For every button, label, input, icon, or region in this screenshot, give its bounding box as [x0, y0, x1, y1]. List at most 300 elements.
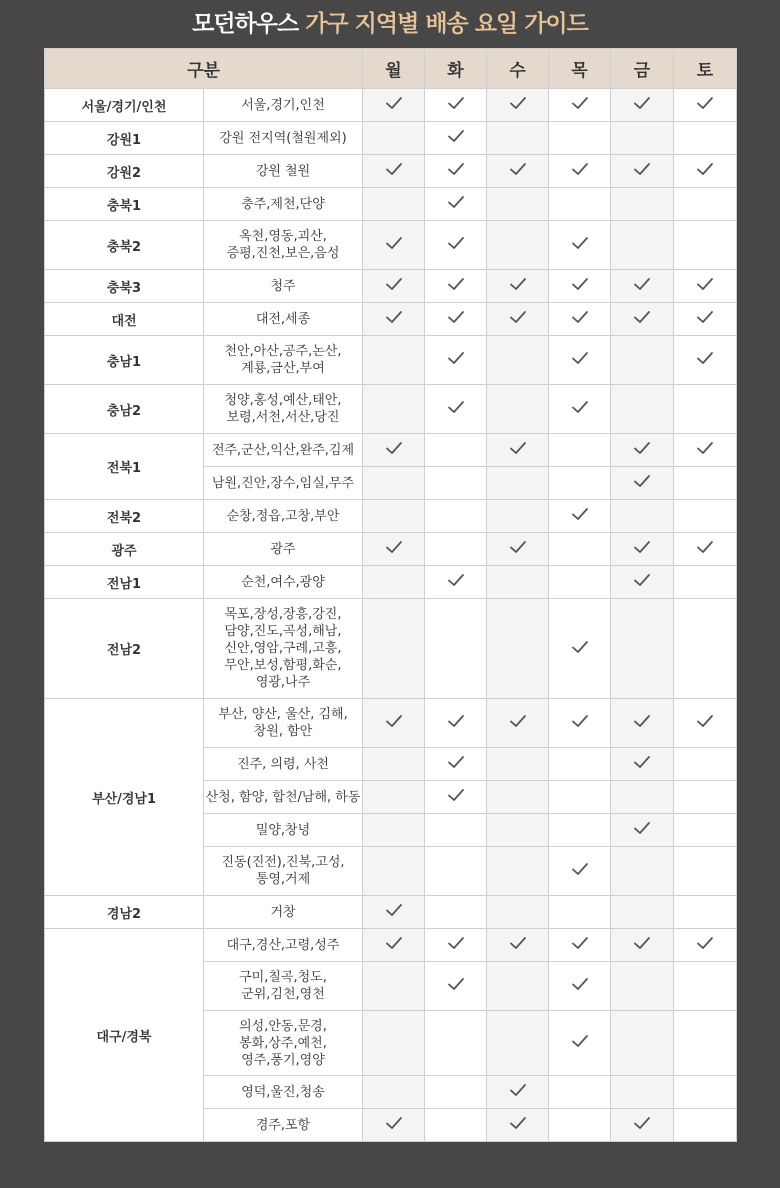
checkmark-icon	[632, 1115, 652, 1131]
area-cell: 목포,장성,장흥,강진, 담양,진도,곡성,해남, 신안,영암,구례,고흥, 무안,보성,함평,화순, 영광,나주	[204, 599, 363, 699]
day-cell	[363, 434, 425, 467]
day-cell	[611, 303, 674, 336]
day-cell	[674, 896, 737, 929]
region-cell: 전남2	[45, 599, 204, 699]
day-cell	[425, 385, 487, 434]
checkmark-icon	[384, 95, 404, 111]
day-cell	[674, 122, 737, 155]
day-cell	[549, 500, 611, 533]
area-cell: 순천,여수,광양	[204, 566, 363, 599]
checkmark-icon	[570, 976, 590, 992]
checkmark-icon	[446, 399, 466, 415]
day-cell	[425, 599, 487, 699]
day-cell	[674, 336, 737, 385]
day-cell	[611, 748, 674, 781]
day-cell	[487, 270, 549, 303]
checkmark-icon	[632, 935, 652, 951]
area-cell: 충주,제천,단양	[204, 188, 363, 221]
checkmark-icon	[446, 95, 466, 111]
day-cell	[363, 89, 425, 122]
checkmark-icon	[446, 309, 466, 325]
day-cell	[363, 467, 425, 500]
checkmark-icon	[446, 935, 466, 951]
day-cell	[363, 500, 425, 533]
checkmark-icon	[384, 235, 404, 251]
day-cell	[425, 533, 487, 566]
region-cell: 강원2	[45, 155, 204, 188]
day-cell	[549, 748, 611, 781]
day-cell	[363, 599, 425, 699]
checkmark-icon	[570, 713, 590, 729]
day-cell	[487, 748, 549, 781]
day-cell	[549, 599, 611, 699]
table-body	[45, 89, 737, 1142]
day-cell	[611, 781, 674, 814]
checkmark-icon	[508, 309, 528, 325]
day-cell	[611, 467, 674, 500]
day-cell	[674, 814, 737, 847]
day-cell	[425, 781, 487, 814]
day-cell	[549, 434, 611, 467]
day-cell	[611, 89, 674, 122]
region-cell: 충북3	[45, 270, 204, 303]
day-cell	[425, 434, 487, 467]
checkmark-icon	[446, 713, 466, 729]
day-cell	[425, 467, 487, 500]
checkmark-icon	[570, 309, 590, 325]
page-title	[0, 8, 780, 40]
day-cell	[363, 1011, 425, 1076]
day-cell	[363, 814, 425, 847]
area-cell: 밀양,창녕	[204, 814, 363, 847]
region-cell: 충남2	[45, 385, 204, 434]
day-cell	[487, 336, 549, 385]
day-cell	[549, 89, 611, 122]
day-cell	[363, 188, 425, 221]
region-cell: 전북1	[45, 434, 204, 500]
day-cell	[611, 1109, 674, 1142]
checkmark-icon	[384, 276, 404, 292]
title-main: 모던하우스	[192, 11, 299, 37]
checkmark-icon	[508, 161, 528, 177]
day-cell	[425, 303, 487, 336]
day-cell	[487, 1011, 549, 1076]
day-cell	[363, 336, 425, 385]
header-day-fri: 금	[611, 49, 674, 89]
day-cell	[425, 748, 487, 781]
day-cell	[425, 1011, 487, 1076]
day-cell	[549, 1076, 611, 1109]
checkmark-icon	[695, 276, 715, 292]
area-cell: 옥천,영동,괴산, 증평,진천,보은,음성	[204, 221, 363, 270]
table-row	[45, 896, 737, 929]
checkmark-icon	[570, 861, 590, 877]
day-cell	[487, 929, 549, 962]
table-row	[45, 599, 737, 699]
header-day-wed: 수	[487, 49, 549, 89]
table-row	[45, 385, 737, 434]
day-cell	[611, 122, 674, 155]
checkmark-icon	[570, 506, 590, 522]
region-cell: 부산/경남1	[45, 699, 204, 896]
day-cell	[611, 336, 674, 385]
day-cell	[487, 566, 549, 599]
day-cell	[487, 814, 549, 847]
day-cell	[487, 533, 549, 566]
area-cell: 순창,정읍,고창,부안	[204, 500, 363, 533]
day-cell	[674, 1076, 737, 1109]
table-row	[45, 566, 737, 599]
checkmark-icon	[570, 935, 590, 951]
area-cell: 남원,진안,장수,임실,무주	[204, 467, 363, 500]
area-cell: 진주, 의령, 사천	[204, 748, 363, 781]
day-cell	[674, 533, 737, 566]
day-cell	[425, 188, 487, 221]
checkmark-icon	[446, 194, 466, 210]
checkmark-icon	[446, 572, 466, 588]
day-cell	[487, 500, 549, 533]
area-cell: 영덕,울진,청송	[204, 1076, 363, 1109]
day-cell	[674, 467, 737, 500]
day-cell	[611, 500, 674, 533]
checkmark-icon	[570, 639, 590, 655]
checkmark-icon	[695, 713, 715, 729]
day-cell	[611, 814, 674, 847]
region-cell: 광주	[45, 533, 204, 566]
day-cell	[549, 814, 611, 847]
day-cell	[611, 929, 674, 962]
day-cell	[674, 1011, 737, 1076]
day-cell	[363, 1109, 425, 1142]
area-cell: 구미,칠곡,청도, 군위,김천,영천	[204, 962, 363, 1011]
day-cell	[363, 385, 425, 434]
day-cell	[611, 847, 674, 896]
day-cell	[674, 434, 737, 467]
area-cell: 천안,아산,공주,논산, 계룡,금산,부여	[204, 336, 363, 385]
day-cell	[611, 566, 674, 599]
day-cell	[549, 533, 611, 566]
area-cell: 진동(진전),진북,고성, 통영,거제	[204, 847, 363, 896]
day-cell	[674, 500, 737, 533]
day-cell	[487, 599, 549, 699]
day-cell	[363, 303, 425, 336]
table-row	[45, 336, 737, 385]
day-cell	[549, 1011, 611, 1076]
checkmark-icon	[570, 235, 590, 251]
day-cell	[611, 221, 674, 270]
day-cell	[549, 781, 611, 814]
checkmark-icon	[632, 539, 652, 555]
area-cell: 산청, 함양, 합천/남해, 하동	[204, 781, 363, 814]
day-cell	[425, 155, 487, 188]
day-cell	[487, 467, 549, 500]
day-cell	[611, 270, 674, 303]
day-cell	[487, 699, 549, 748]
header-day-tue: 화	[425, 49, 487, 89]
checkmark-icon	[695, 935, 715, 951]
area-cell: 대전,세종	[204, 303, 363, 336]
checkmark-icon	[384, 161, 404, 177]
checkmark-icon	[446, 161, 466, 177]
day-cell	[549, 188, 611, 221]
day-cell	[549, 155, 611, 188]
day-cell	[487, 896, 549, 929]
header-day-mon: 월	[363, 49, 425, 89]
checkmark-icon	[632, 820, 652, 836]
day-cell	[611, 155, 674, 188]
day-cell	[611, 533, 674, 566]
day-cell	[363, 781, 425, 814]
table-row	[45, 122, 737, 155]
checkmark-icon	[570, 276, 590, 292]
checkmark-icon	[695, 309, 715, 325]
checkmark-icon	[384, 902, 404, 918]
table-row	[45, 533, 737, 566]
area-cell: 서울,경기,인천	[204, 89, 363, 122]
checkmark-icon	[508, 276, 528, 292]
checkmark-icon	[695, 539, 715, 555]
day-cell	[549, 303, 611, 336]
checkmark-icon	[632, 276, 652, 292]
day-cell	[425, 221, 487, 270]
checkmark-icon	[632, 572, 652, 588]
table-row	[45, 929, 737, 962]
table-row	[45, 188, 737, 221]
day-cell	[611, 1011, 674, 1076]
checkmark-icon	[508, 713, 528, 729]
region-cell: 대전	[45, 303, 204, 336]
day-cell	[611, 896, 674, 929]
area-cell: 광주	[204, 533, 363, 566]
checkmark-icon	[446, 350, 466, 366]
day-cell	[425, 1109, 487, 1142]
region-cell: 경남2	[45, 896, 204, 929]
region-cell: 충북2	[45, 221, 204, 270]
day-cell	[487, 781, 549, 814]
day-cell	[487, 122, 549, 155]
region-cell: 전남1	[45, 566, 204, 599]
region-cell: 충북1	[45, 188, 204, 221]
header-day-sat: 토	[674, 49, 737, 89]
day-cell	[363, 929, 425, 962]
day-cell	[425, 1076, 487, 1109]
day-cell	[674, 781, 737, 814]
checkmark-icon	[384, 539, 404, 555]
region-cell: 대구/경북	[45, 929, 204, 1142]
table-row	[45, 434, 737, 467]
checkmark-icon	[632, 95, 652, 111]
checkmark-icon	[508, 1082, 528, 1098]
checkmark-icon	[632, 473, 652, 489]
checkmark-icon	[632, 713, 652, 729]
delivery-schedule-table	[44, 48, 737, 1142]
day-cell	[425, 122, 487, 155]
checkmark-icon	[446, 128, 466, 144]
checkmark-icon	[446, 976, 466, 992]
checkmark-icon	[632, 309, 652, 325]
day-cell	[674, 962, 737, 1011]
checkmark-icon	[695, 440, 715, 456]
day-cell	[425, 89, 487, 122]
table-row	[45, 221, 737, 270]
day-cell	[363, 896, 425, 929]
day-cell	[425, 929, 487, 962]
title-accent: 가구 지역별 배송 요일 가이드	[305, 11, 588, 37]
checkmark-icon	[384, 309, 404, 325]
day-cell	[487, 1076, 549, 1109]
checkmark-icon	[632, 754, 652, 770]
region-cell: 강원1	[45, 122, 204, 155]
day-cell	[549, 221, 611, 270]
day-cell	[487, 188, 549, 221]
checkmark-icon	[632, 440, 652, 456]
area-cell: 의성,안동,문경, 봉화,상주,예천, 영주,풍기,영양	[204, 1011, 363, 1076]
area-cell: 청양,홍성,예산,태안, 보령,서천,서산,당진	[204, 385, 363, 434]
table-row	[45, 699, 737, 748]
day-cell	[487, 221, 549, 270]
day-cell	[674, 599, 737, 699]
checkmark-icon	[695, 350, 715, 366]
area-cell: 경주,포항	[204, 1109, 363, 1142]
checkmark-icon	[384, 1115, 404, 1131]
day-cell	[549, 122, 611, 155]
day-cell	[363, 847, 425, 896]
table-row	[45, 500, 737, 533]
day-cell	[425, 814, 487, 847]
day-cell	[363, 1076, 425, 1109]
day-cell	[549, 566, 611, 599]
day-cell	[549, 270, 611, 303]
day-cell	[425, 699, 487, 748]
region-cell: 서울/경기/인천	[45, 89, 204, 122]
checkmark-icon	[570, 399, 590, 415]
day-cell	[487, 962, 549, 1011]
day-cell	[363, 962, 425, 1011]
area-cell: 대구,경산,고령,성주	[204, 929, 363, 962]
day-cell	[487, 847, 549, 896]
day-cell	[549, 896, 611, 929]
table-row	[45, 303, 737, 336]
checkmark-icon	[570, 161, 590, 177]
day-cell	[425, 336, 487, 385]
day-cell	[674, 303, 737, 336]
area-cell: 청주	[204, 270, 363, 303]
day-cell	[425, 896, 487, 929]
checkmark-icon	[384, 440, 404, 456]
day-cell	[363, 566, 425, 599]
day-cell	[674, 929, 737, 962]
day-cell	[549, 336, 611, 385]
day-cell	[674, 699, 737, 748]
day-cell	[363, 122, 425, 155]
day-cell	[549, 847, 611, 896]
day-cell	[487, 155, 549, 188]
region-cell: 전북2	[45, 500, 204, 533]
area-cell: 강원 철원	[204, 155, 363, 188]
table-row	[45, 89, 737, 122]
day-cell	[549, 385, 611, 434]
checkmark-icon	[508, 935, 528, 951]
day-cell	[425, 962, 487, 1011]
day-cell	[549, 962, 611, 1011]
day-cell	[363, 221, 425, 270]
header-day-thu: 목	[549, 49, 611, 89]
day-cell	[611, 699, 674, 748]
checkmark-icon	[508, 539, 528, 555]
table-header-row	[45, 49, 737, 89]
area-cell: 거창	[204, 896, 363, 929]
day-cell	[487, 434, 549, 467]
day-cell	[487, 385, 549, 434]
checkmark-icon	[695, 161, 715, 177]
checkmark-icon	[446, 787, 466, 803]
region-cell: 충남1	[45, 336, 204, 385]
table-row	[45, 270, 737, 303]
area-cell: 부산, 양산, 울산, 김해, 창원, 함안	[204, 699, 363, 748]
day-cell	[611, 188, 674, 221]
day-cell	[549, 1109, 611, 1142]
day-cell	[425, 500, 487, 533]
day-cell	[363, 748, 425, 781]
checkmark-icon	[446, 235, 466, 251]
checkmark-icon	[508, 440, 528, 456]
day-cell	[674, 188, 737, 221]
day-cell	[425, 270, 487, 303]
day-cell	[611, 1076, 674, 1109]
day-cell	[674, 1109, 737, 1142]
day-cell	[363, 270, 425, 303]
day-cell	[611, 962, 674, 1011]
day-cell	[487, 89, 549, 122]
day-cell	[363, 699, 425, 748]
checkmark-icon	[508, 1115, 528, 1131]
checkmark-icon	[508, 95, 528, 111]
day-cell	[611, 599, 674, 699]
day-cell	[674, 385, 737, 434]
day-cell	[487, 303, 549, 336]
checkmark-icon	[384, 935, 404, 951]
checkmark-icon	[695, 95, 715, 111]
day-cell	[674, 270, 737, 303]
day-cell	[674, 221, 737, 270]
area-cell: 전주,군산,익산,완주,김제	[204, 434, 363, 467]
checkmark-icon	[446, 276, 466, 292]
day-cell	[611, 385, 674, 434]
day-cell	[549, 467, 611, 500]
header-category: 구분	[45, 49, 363, 89]
checkmark-icon	[570, 95, 590, 111]
day-cell	[549, 699, 611, 748]
day-cell	[674, 155, 737, 188]
checkmark-icon	[632, 161, 652, 177]
checkmark-icon	[446, 754, 466, 770]
day-cell	[487, 1109, 549, 1142]
table-row	[45, 155, 737, 188]
day-cell	[611, 434, 674, 467]
checkmark-icon	[384, 713, 404, 729]
day-cell	[674, 89, 737, 122]
day-cell	[363, 155, 425, 188]
day-cell	[425, 847, 487, 896]
day-cell	[425, 566, 487, 599]
checkmark-icon	[570, 1033, 590, 1049]
checkmark-icon	[570, 350, 590, 366]
day-cell	[674, 566, 737, 599]
day-cell	[674, 748, 737, 781]
day-cell	[674, 847, 737, 896]
area-cell: 강원 전지역(철원제외)	[204, 122, 363, 155]
day-cell	[363, 533, 425, 566]
